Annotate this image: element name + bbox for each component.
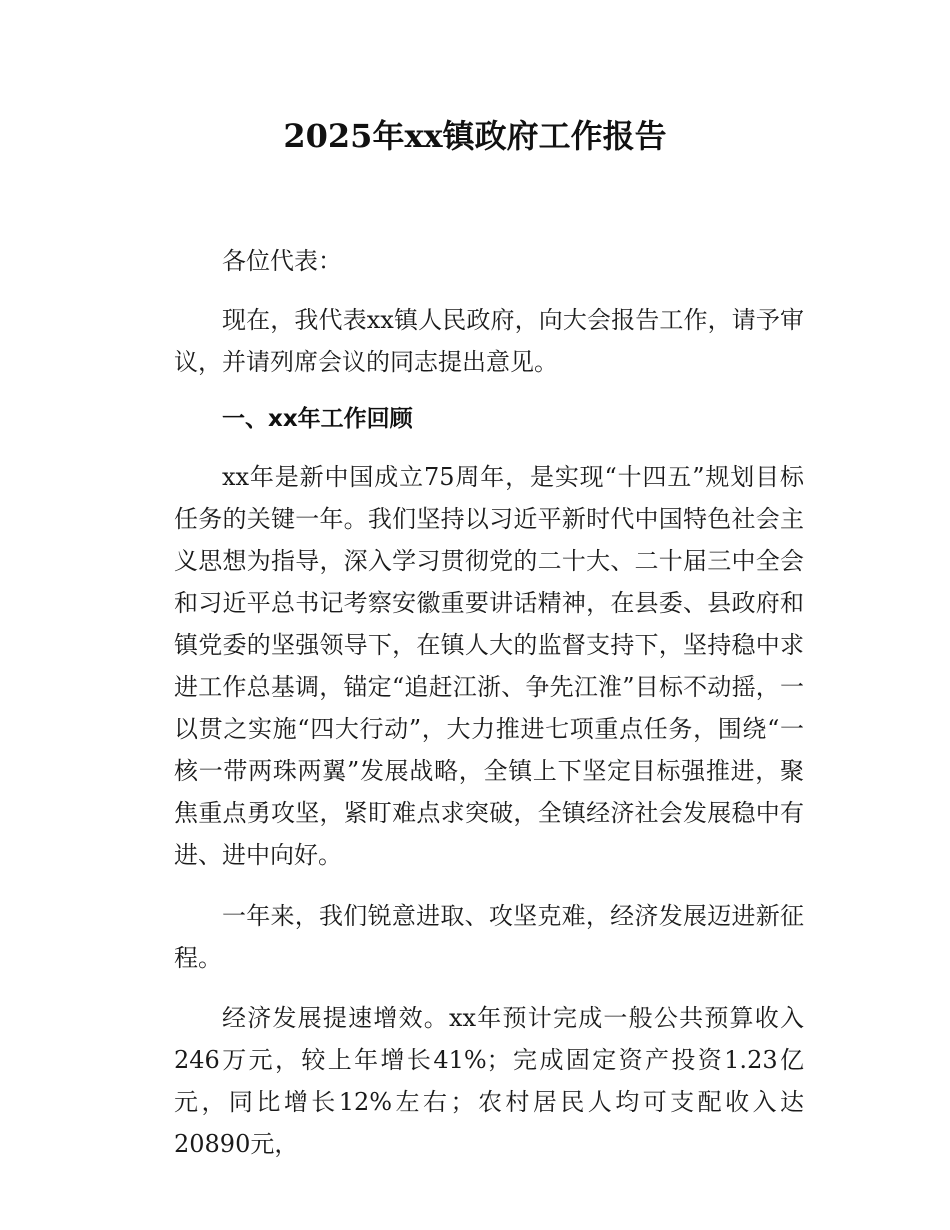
opening-paragraph: 现在，我代表xx镇人民政府，向大会报告工作，请予审议，并请列席会议的同志提出意见。 [174, 306, 804, 376]
paragraph-progress: 一年来，我们锐意进取、攻坚克难，经济发展迈进新征程。 [174, 902, 804, 972]
section-heading: 一、xx年工作回顾 [222, 406, 413, 432]
document-title: 2025年xx镇政府工作报告 [283, 117, 667, 155]
salutation: 各位代表： [222, 247, 342, 275]
paragraph-economy: 经济发展提速增效。xx年预计完成一般公共预算收入246万元，较上年增长41%；完成固定资产投资1.23亿元，同比增长12%左右；农村居民人均可支配收入达20890元， [174, 1004, 804, 1158]
paragraph-review: xx年是新中国成立75周年，是实现“十四五”规划目标任务的关键一年。我们坚持以习近平新时代中国特色社会主义思想为指导，深入学习贯彻党的二十大、二十届三中全会和习近平总书记考察安徽重要讲话精神，在县委、县政府和镇党委的坚强领导下，在镇人大的监督支持下，坚持稳中求进工作总基调，锚定“追赶江浙、争先江淮”目标不动摇，一以贯之实施“四大行动”，大力推进七项重点任务，围绕“一核一带两珠两翼”发展战略，全镇上下坚定目标强推进，聚焦重点勇攻坚，紧盯难点求突破，全镇经济社会发展稳中有进、进中向好。 [174, 463, 804, 869]
